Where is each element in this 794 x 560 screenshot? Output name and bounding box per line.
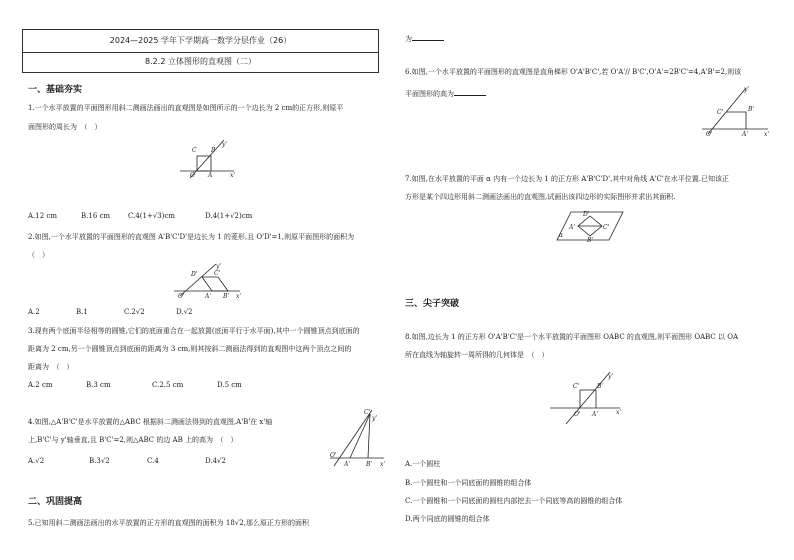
svg-text:D': D' <box>191 271 198 278</box>
q4-option-b: B.3√2 <box>89 457 110 465</box>
q8-figure <box>548 370 626 428</box>
q1-figure <box>178 138 238 180</box>
q3-option-d: D.5 cm <box>217 381 242 389</box>
svg-text:B': B' <box>223 293 230 300</box>
svg-text:O': O' <box>574 411 581 418</box>
svg-text:A: A <box>208 172 213 179</box>
q8-text-line1: 8.如图,边长为 1 的正方形 O'A'B'C'是一个水平放置的平面图形 OABC 的直观图,则平面图形 OABC 以 OA <box>405 333 739 341</box>
q7-text-line2: 方形是某个四边形用斜二测画法画出的直观图,试画出该四边形的实际图形并求出其面积. <box>405 193 676 201</box>
q5-text-line2: 为 <box>405 33 444 44</box>
q2-option-d: D.√2 <box>176 308 193 316</box>
svg-text:x': x' <box>236 293 242 300</box>
q1-text-line1: 1.一个水平放置的平面图形用斜二测画法画出的直观图是如图所示的一个边长为 2 cm的正方形,则原平 <box>28 104 344 112</box>
svg-text:O': O' <box>330 452 337 459</box>
q6-text-line2: 平面图形的高为 <box>405 88 486 99</box>
svg-text:y': y' <box>222 141 228 148</box>
svg-text:C': C' <box>364 409 371 416</box>
svg-text:B: B <box>211 147 216 154</box>
q3-option-a: A.2 cm <box>28 381 53 389</box>
q3-text-line3: 距离为 （ ） <box>28 363 74 371</box>
svg-text:x': x' <box>616 409 622 416</box>
q4-option-d: D.4√2 <box>205 457 226 465</box>
svg-text:O': O' <box>706 131 713 138</box>
q3-option-b: B.3 cm <box>86 381 111 389</box>
svg-text:C': C' <box>573 383 580 390</box>
q5-answer-blank[interactable] <box>412 33 444 41</box>
svg-text:O': O' <box>178 293 185 300</box>
svg-text:y': y' <box>608 373 614 380</box>
svg-text:C': C' <box>214 270 221 277</box>
q3-option-c: C.2.5 cm <box>152 381 184 389</box>
q1-option-c: C.4(1+√3)cm <box>128 212 176 220</box>
q8-option-a: A.一个圆柱 <box>405 460 441 468</box>
svg-text:x': x' <box>764 131 770 138</box>
lesson-title: 8.2.2 立体图形的直观图（二） <box>22 51 379 73</box>
q7-text-line1: 7.如图,在水平放置的平面 α 内有一个边长为 1 的正方形 A'B'C'D',其中对角线 A'C'在水平位置.已知该正 <box>405 175 730 183</box>
svg-text:α: α <box>559 232 564 239</box>
svg-text:B': B' <box>366 461 373 468</box>
svg-text:B': B' <box>597 383 604 390</box>
q2-option-a: A.2 <box>28 308 40 316</box>
svg-text:A': A' <box>569 224 575 231</box>
q8-option-d: D.两个同底的圆锥的组合体 <box>405 515 490 523</box>
worksheet-title: 2024—2025 学年下学期高一数学分层作业（26） <box>22 29 379 53</box>
svg-text:C': C' <box>603 224 610 231</box>
svg-text:B': B' <box>587 237 594 244</box>
q3-text-line2: 距离为 2 cm,另一个圆锥顶点到底面的距离为 3 cm,则其按斜二测画法得到的直观图中这两个顶点之间的 <box>28 345 352 353</box>
q1-text-line2: 面图形的周长为 （ ） <box>28 123 102 131</box>
svg-text:x': x' <box>380 461 386 468</box>
svg-text:y': y' <box>744 86 750 93</box>
svg-text:x': x' <box>230 172 236 179</box>
q4-option-c: C.4 <box>147 457 159 465</box>
svg-text:y': y' <box>372 415 378 422</box>
q6-figure <box>700 84 772 142</box>
q1-option-d: D.4(1+√2)cm <box>205 212 253 220</box>
q6-text-line1: 6.如图,一个水平放置的平面图形的直观图是直角梯形 O'A'B'C',若 O'A'// B'C',O'A'=2B'C'=4,A'B'=2,则该 <box>405 68 742 76</box>
svg-text:O: O <box>190 172 195 179</box>
q8-option-c: C.一个圆锥和一个同底面的圆柱内部挖去一个同底等高的圆锥的组合体 <box>405 497 623 505</box>
q1-option-a: A.12 cm <box>28 212 57 220</box>
q7-figure <box>555 208 625 244</box>
svg-text:C: C <box>192 147 197 154</box>
q2-option-b: B.1 <box>76 308 88 316</box>
svg-text:D': D' <box>583 211 590 218</box>
q2-text-line1: 2.如图,一个水平放置的平面图形的直观图 A'B'C'D'是边长为 1 的菱形,且 O'D'=1,则原平面图形的面积为 <box>28 233 355 241</box>
q4-text-line2: 上,B'C'与 y'轴垂直,且 B'C'=2,则△ABC 的边 AB 上的高为 （ ） <box>28 436 238 444</box>
svg-text:A': A' <box>742 131 748 138</box>
svg-text:C': C' <box>717 109 724 116</box>
svg-text:y': y' <box>216 263 222 270</box>
q4-option-a: A.√2 <box>28 457 45 465</box>
q3-text-line1: 3.现有两个底面半径相等的圆锥,它们的底面重合在一起放置(底面平行于水平面),其中一个圆锥顶点到底面的 <box>28 327 360 335</box>
svg-text:B': B' <box>748 106 755 113</box>
svg-text:A': A' <box>592 411 598 418</box>
q8-option-b: B.一个圆柱和一个同底面的圆锥的组合体 <box>405 479 532 487</box>
svg-text:A': A' <box>205 293 211 300</box>
q2-text-line2: （ ） <box>28 251 49 259</box>
q2-option-c: C.2√2 <box>124 308 145 316</box>
section-heading-2: 二、巩固提高 <box>28 497 83 507</box>
section-heading-3: 三、尖子突破 <box>405 299 460 309</box>
section-heading-1: 一、基础夯实 <box>28 85 83 95</box>
q4-text-line1: 4.如图,△A'B'C'是水平放置的△ABC 根据斜二测画法得到的直观图,A'B'在 x'轴 <box>28 418 273 426</box>
q1-option-b: B.16 cm <box>81 212 111 220</box>
q2-figure <box>172 262 244 300</box>
q5-text-line1: 5.已知用斜二测画法画出的水平放置的正方形的直观图的面积为 18√2,那么原正方形的面积 <box>28 519 309 527</box>
q6-answer-blank[interactable] <box>454 88 486 96</box>
q8-text-line2: 所在直线为轴旋转一周所得的几何体是 （ ） <box>405 351 549 359</box>
q4-figure <box>328 406 388 472</box>
svg-text:A': A' <box>344 461 350 468</box>
